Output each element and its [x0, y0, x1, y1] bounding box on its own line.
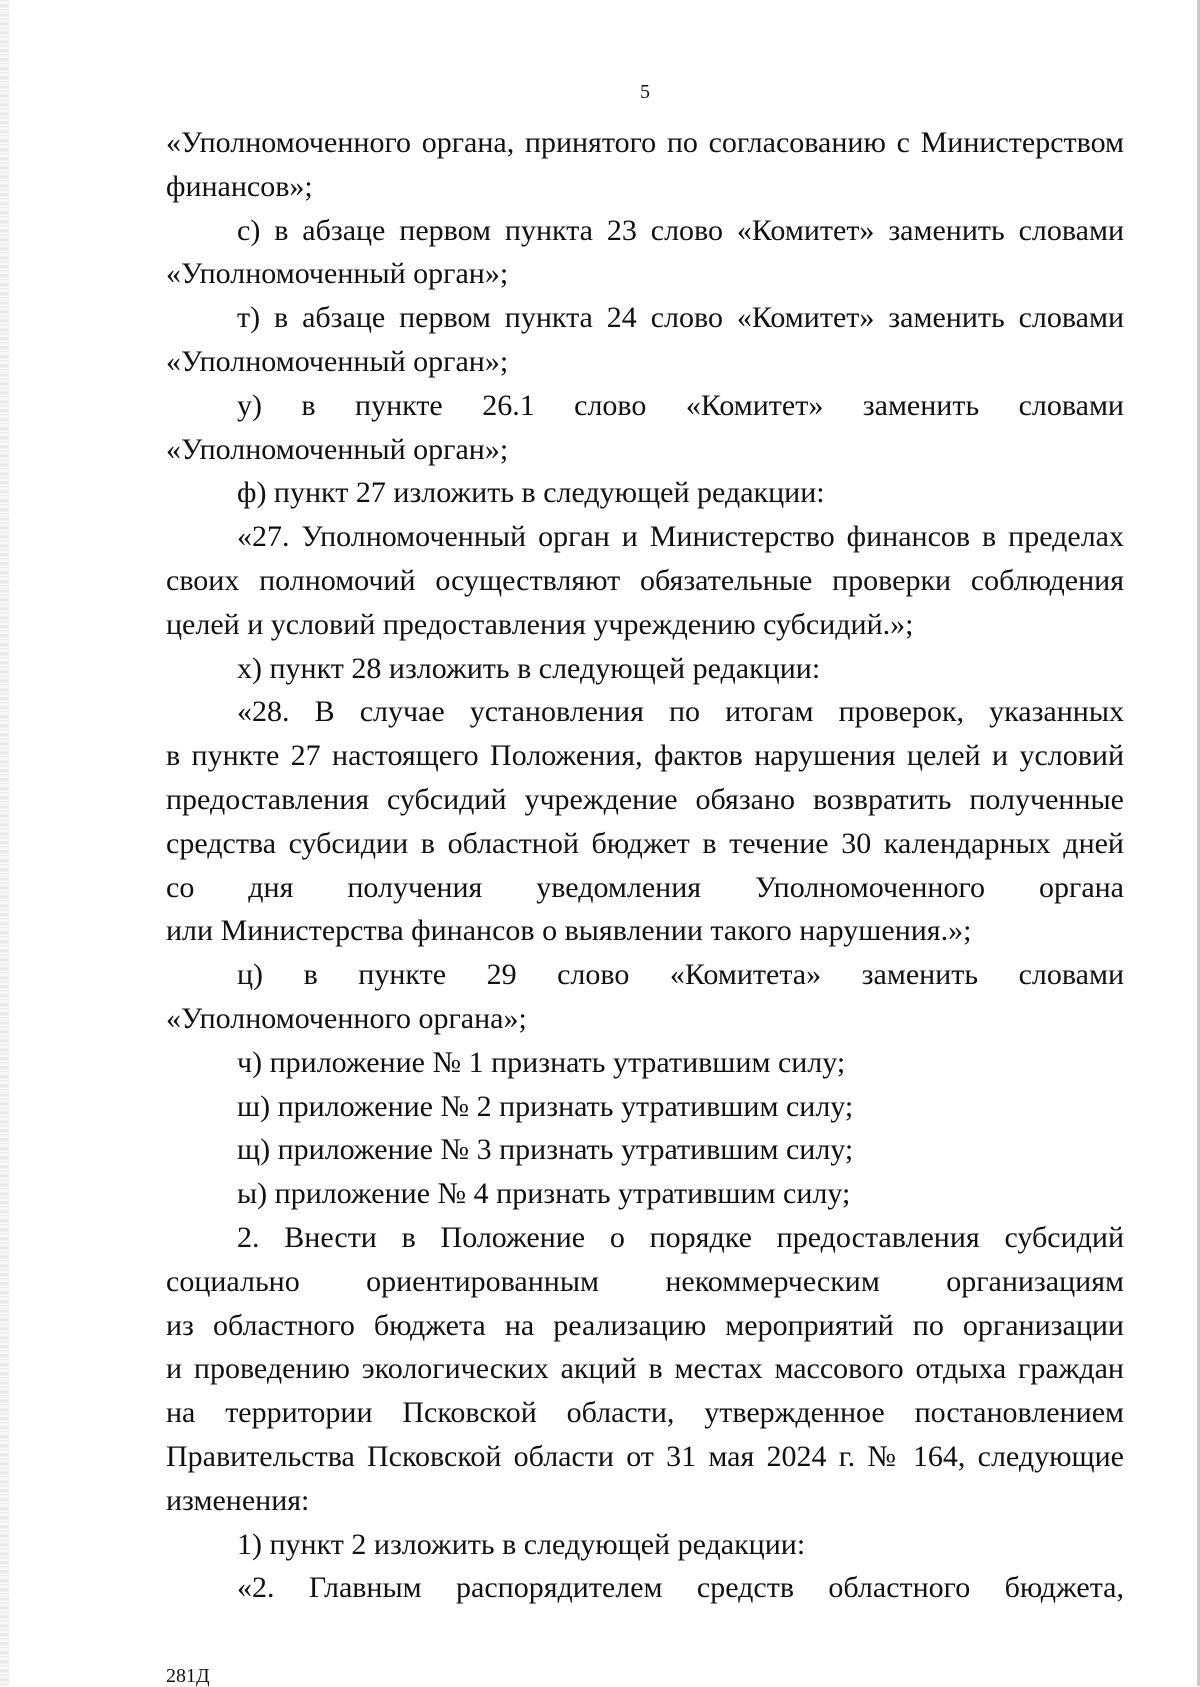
- text-line: своих полномочий осуществляют обязательные проверки соблюдения: [166, 563, 1124, 597]
- text-line: Правительства Псковской области от 31 мая 2024 г. № 164, следующие: [166, 1439, 1124, 1473]
- text-line: ч) приложение № 1 признать утратившим силу;: [237, 1045, 846, 1079]
- text-line: 2. Внести в Положение о порядке предоставления субсидий: [237, 1220, 1124, 1254]
- text-line: х) пункт 28 изложить в следующей редакции:: [237, 651, 821, 685]
- document-body: [166, 121, 1124, 1610]
- text-line: у) в пункте 26.1 слово «Комитет» заменить словами: [237, 388, 1124, 422]
- text-line: и проведению экологических акций в местах массового отдыха граждан: [166, 1352, 1124, 1386]
- text-line: ц) в пункте 29 слово «Комитета» заменить словами: [237, 958, 1124, 992]
- text-line: социально ориентированным некоммерческим организациям: [166, 1264, 1124, 1298]
- text-line: предоставления субсидий учреждение обязано возвратить полученные: [166, 782, 1124, 816]
- text-line: ы) приложение № 4 признать утратившим силу;: [237, 1177, 851, 1211]
- text-line: «28. В случае установления по итогам проверок, указанных: [237, 695, 1124, 729]
- text-line: ф) пункт 27 изложить в следующей редакции:: [237, 476, 825, 510]
- text-line: со дня получения уведомления Уполномоченного органа: [166, 870, 1124, 904]
- document-code: 281Д: [166, 1665, 210, 1687]
- scan-edge-left: [0, 0, 9, 1686]
- text-line: 1) пункт 2 изложить в следующей редакции:: [237, 1527, 806, 1561]
- text-line: изменения:: [166, 1483, 310, 1517]
- text-line: целей и условий предоставления учреждению субсидий.»;: [166, 607, 914, 641]
- text-line: финансов»;: [166, 169, 313, 203]
- text-line: или Министерства финансов о выявлении такого нарушения.»;: [166, 914, 972, 948]
- text-line: «27. Уполномоченный орган и Министерство финансов в пределах: [237, 520, 1124, 554]
- text-line: на территории Псковской области, утвержденное постановлением: [166, 1396, 1124, 1430]
- text-line: «Уполномоченного органа, принятого по согласованию с Министерством: [166, 126, 1124, 159]
- text-line: щ) приложение № 3 признать утратившим силу;: [237, 1133, 854, 1167]
- text-line: ш) приложение № 2 признать утратившим силу;: [237, 1089, 854, 1123]
- text-line: «Уполномоченный орган»;: [166, 344, 509, 378]
- text-line: в пункте 27 настоящего Положения, фактов нарушения целей и условий: [166, 739, 1124, 773]
- text-line: «2. Главным распорядителем средств областного бюджета,: [237, 1571, 1124, 1605]
- text-line: «Уполномоченного органа»;: [166, 1001, 527, 1035]
- text-line: т) в абзаце первом пункта 24 слово «Комитет» заменить словами: [237, 301, 1124, 335]
- text-line: «Уполномоченный орган»;: [166, 257, 509, 291]
- text-line: средства субсидии в областной бюджет в течение 30 календарных дней: [166, 826, 1124, 860]
- page-number: 5: [640, 81, 650, 103]
- text-line: «Уполномоченный орган»;: [166, 432, 509, 466]
- text-line: из областного бюджета на реализацию мероприятий по организации: [166, 1308, 1124, 1342]
- text-line: с) в абзаце первом пункта 23 слово «Комитет» заменить словами: [237, 213, 1124, 247]
